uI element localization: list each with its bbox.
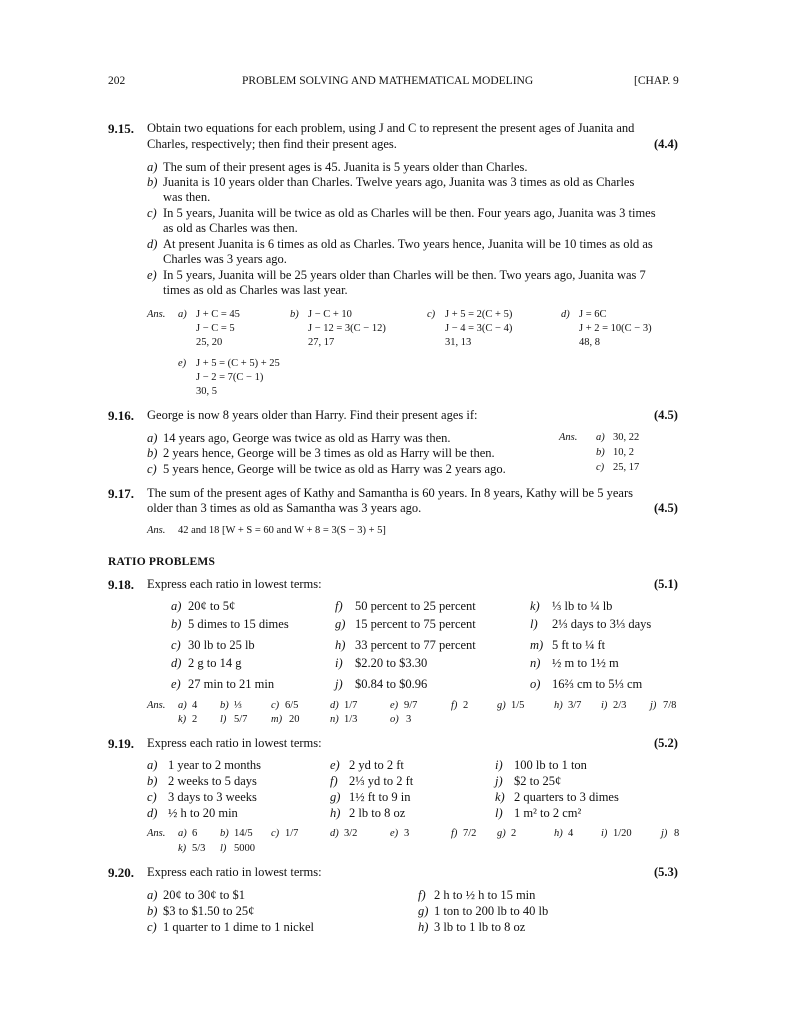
answer-item-label: g): [497, 828, 506, 839]
item-label: k): [530, 599, 540, 613]
item-text: 50 percent to 25 percent: [355, 599, 476, 613]
answer-item-label: i): [601, 828, 608, 839]
answer-item-label: b): [220, 828, 229, 839]
answer-item-label: n): [330, 714, 339, 725]
item-text: 100 lb to 1 ton: [514, 758, 587, 772]
item-text: was then.: [163, 190, 211, 204]
item-label: c): [147, 206, 157, 220]
answer-item-label: k): [178, 843, 187, 854]
item-text: Charles was 3 years ago.: [163, 252, 287, 266]
item-text: 2⅓ yd to 2 ft: [349, 774, 414, 788]
problem-number: 9.18.: [108, 577, 134, 592]
answer-item-label: d): [561, 309, 570, 320]
item-label: n): [530, 656, 541, 670]
answer-item-label: a): [178, 309, 187, 320]
item-label: f): [330, 774, 338, 788]
answer-value: 30, 5: [196, 386, 217, 397]
page-number: 202: [108, 75, 126, 87]
problem-text: The sum of the present ages of Kathy and Samantha is 60 years. In 8 years, Kathy will be 5 years: [147, 486, 633, 500]
item-text: 1 quarter to 1 dime to 1 nickel: [163, 920, 315, 934]
item-label: g): [418, 904, 429, 918]
item-label: b): [171, 617, 182, 631]
item-label: g): [330, 790, 341, 804]
item-text: ½ h to 20 min: [168, 806, 238, 820]
item-text: In 5 years, Juanita will be twice as old as Charles will be then. Four years ago, Juanita was 3 times: [163, 206, 656, 220]
item-label: a): [147, 758, 158, 772]
answer-value: 3/7: [568, 700, 582, 711]
item-text: At present Juanita is 6 times as old as Charles. Two years hence, Juanita will be 10 times as old as: [163, 237, 653, 251]
answer-equation: J + 2 = 10(C − 3): [579, 323, 652, 334]
answer-value: 27, 17: [308, 337, 335, 348]
answer-value: 6/5: [285, 700, 299, 711]
item-text: 16⅔ cm to 5⅓ cm: [552, 677, 643, 691]
answer-value: 4: [192, 700, 198, 711]
item-text: 2 yd to 2 ft: [349, 758, 404, 772]
answer-equation: J − C + 10: [308, 309, 352, 320]
item-label: b): [147, 446, 158, 460]
item-label: c): [171, 638, 181, 652]
item-text: 5 dimes to 15 dimes: [188, 617, 289, 631]
problem-text: Obtain two equations for each problem, using J and C to represent the present ages of Juanita and: [147, 121, 635, 135]
section-reference: (4.4): [654, 137, 678, 151]
item-label: h): [418, 920, 429, 934]
item-text: $2 to 25¢: [514, 774, 562, 788]
answer-item-label: l): [220, 714, 227, 725]
answer-item-label: d): [330, 828, 339, 839]
item-label: f): [335, 599, 343, 613]
item-text: 1 ton to 200 lb to 40 lb: [434, 904, 549, 918]
item-label: d): [147, 806, 158, 820]
answer-label: Ans.: [147, 525, 166, 536]
problem-number: 9.17.: [108, 486, 134, 501]
answer-value: 3/2: [344, 828, 358, 839]
answer-value: 8: [674, 828, 680, 839]
item-label: a): [171, 599, 182, 613]
item-text: 15 percent to 75 percent: [355, 617, 476, 631]
answer-value: 42 and 18 [W + S = 60 and W + 8 = 3(S − 3) + 5]: [178, 525, 386, 536]
section-reference: (5.2): [654, 736, 678, 750]
answer-label: Ans.: [147, 700, 166, 711]
answer-item-label: e): [390, 828, 399, 839]
answer-item-label: b): [596, 447, 605, 458]
item-label: d): [171, 656, 182, 670]
item-text: 3 lb to 1 lb to 8 oz: [434, 920, 526, 934]
answer-label: Ans.: [559, 432, 578, 443]
item-text: $3 to $1.50 to 25¢: [163, 904, 255, 918]
item-text: 5 years hence, George will be twice as old as Harry was 2 years ago.: [163, 462, 506, 476]
item-text: 2 quarters to 3 dimes: [514, 790, 619, 804]
problem-text: Charles, respectively; then find their present ages.: [147, 137, 397, 151]
item-text: as old as Charles was then.: [163, 221, 298, 235]
answer-value: 3: [404, 828, 410, 839]
item-text: 2 lb to 8 oz: [349, 806, 406, 820]
answer-equation: J − 2 = 7(C − 1): [196, 372, 264, 383]
item-label: d): [147, 237, 158, 251]
item-label: m): [530, 638, 544, 652]
problem-text: older than 3 times as old as Samantha was 3 years ago.: [147, 501, 422, 515]
item-text: 14 years ago, George was twice as old as Harry was then.: [163, 431, 451, 445]
answer-value: 5/7: [234, 714, 248, 725]
item-text: 1 m² to 2 cm²: [514, 806, 582, 820]
answer-equation: J + 5 = (C + 5) + 25: [196, 358, 280, 369]
answer-equation: J − 4 = 3(C − 4): [445, 323, 513, 334]
item-text: In 5 years, Juanita will be 25 years older than Charles will be then. Two years ago, Juanita was 7: [163, 268, 646, 282]
chapter-label: [CHAP. 9: [634, 75, 679, 87]
problem-number: 9.16.: [108, 408, 134, 423]
problem-number: 9.15.: [108, 121, 134, 136]
answer-item-label: a): [596, 432, 605, 443]
answer-item-label: c): [596, 462, 605, 473]
item-label: o): [530, 677, 541, 691]
answer-item-label: b): [290, 309, 299, 320]
item-label: e): [147, 268, 157, 282]
answer-equation: J + C = 45: [196, 309, 240, 320]
answer-value: ⅓: [234, 700, 242, 711]
problem-text: George is now 8 years older than Harry. Find their present ages if:: [147, 408, 478, 422]
item-text: 1½ ft to 9 in: [349, 790, 411, 804]
answer-value: 10, 2: [613, 447, 634, 458]
answer-equation: J + 5 = 2(C + 5): [445, 309, 513, 320]
item-text: 2 weeks to 5 days: [168, 774, 257, 788]
problem-text: Express each ratio in lowest terms:: [147, 736, 322, 750]
problem-text: Express each ratio in lowest terms:: [147, 865, 322, 879]
item-text: 2 g to 14 g: [188, 656, 242, 670]
item-label: i): [495, 758, 503, 772]
answer-item-label: j): [661, 828, 668, 839]
item-label: e): [330, 758, 340, 772]
item-text: 33 percent to 77 percent: [355, 638, 476, 652]
section-title: RATIO PROBLEMS: [108, 556, 216, 568]
item-text: $0.84 to $0.96: [355, 677, 428, 691]
answer-equation: J − 12 = 3(C − 12): [308, 323, 386, 334]
answer-value: 1/20: [613, 828, 632, 839]
item-label: h): [330, 806, 341, 820]
answer-value: 25, 20: [196, 337, 223, 348]
answer-item-label: m): [271, 714, 283, 725]
answer-value: 30, 22: [613, 432, 640, 443]
answer-item-label: k): [178, 714, 187, 725]
item-label: b): [147, 904, 158, 918]
answer-value: 2: [192, 714, 198, 725]
answer-label: Ans.: [147, 828, 166, 839]
answer-label: Ans.: [147, 309, 166, 320]
answer-value: 20: [289, 714, 300, 725]
item-text: 3 days to 3 weeks: [168, 790, 257, 804]
item-label: e): [171, 677, 181, 691]
section-reference: (5.3): [654, 865, 678, 879]
answer-value: 1/7: [344, 700, 358, 711]
answer-item-label: e): [390, 700, 399, 711]
answer-item-label: c): [427, 309, 436, 320]
item-text: 20¢ to 5¢: [188, 599, 236, 613]
answer-item-label: f): [451, 828, 458, 839]
answer-value: 14/5: [234, 828, 253, 839]
answer-item-label: h): [554, 700, 563, 711]
answer-value: 2: [511, 828, 517, 839]
answer-value: 48, 8: [579, 337, 600, 348]
item-text: 5 ft to ¼ ft: [552, 638, 606, 652]
answer-item-label: j): [650, 700, 657, 711]
item-label: c): [147, 462, 157, 476]
answer-value: 31, 13: [445, 337, 472, 348]
item-label: a): [147, 160, 158, 174]
problem-number: 9.19.: [108, 736, 134, 751]
answer-value: 25, 17: [613, 462, 640, 473]
item-label: j): [335, 677, 343, 691]
item-text: The sum of their present ages is 45. Juanita is 5 years older than Charles.: [163, 160, 528, 174]
answer-item-label: b): [220, 700, 229, 711]
item-text: 2 h to ½ h to 15 min: [434, 888, 536, 902]
item-label: j): [495, 774, 503, 788]
answer-equation: J = 6C: [579, 309, 607, 320]
answer-item-label: d): [330, 700, 339, 711]
problem-number: 9.20.: [108, 865, 134, 880]
answer-item-label: i): [601, 700, 608, 711]
item-label: c): [147, 920, 157, 934]
answer-item-label: g): [497, 700, 506, 711]
item-text: $2.20 to $3.30: [355, 656, 428, 670]
answer-item-label: a): [178, 828, 187, 839]
item-text: 20¢ to 30¢ to $1: [163, 888, 245, 902]
answer-value: 7/2: [463, 828, 477, 839]
answer-item-label: c): [271, 828, 280, 839]
item-text: 2⅓ days to 3⅓ days: [552, 617, 652, 631]
answer-value: 7/8: [663, 700, 677, 711]
answer-value: 1/5: [511, 700, 525, 711]
item-label: k): [495, 790, 505, 804]
item-label: f): [418, 888, 426, 902]
problem-text: Express each ratio in lowest terms:: [147, 577, 322, 591]
answer-value: 2: [463, 700, 469, 711]
answer-equation: J − C = 5: [196, 323, 235, 334]
item-text: Juanita is 10 years older than Charles. Twelve years ago, Juanita was 3 times as old as Charles: [163, 175, 635, 189]
item-label: b): [147, 774, 158, 788]
answer-item-label: f): [451, 700, 458, 711]
item-text: 1 year to 2 months: [168, 758, 262, 772]
answer-value: 5/3: [192, 843, 206, 854]
answer-value: 4: [568, 828, 574, 839]
section-reference: (4.5): [654, 408, 678, 422]
item-text: ⅓ lb to ¼ lb: [552, 599, 613, 613]
item-label: i): [335, 656, 343, 670]
item-text: 2 years hence, George will be 3 times as old as Harry will be then.: [163, 446, 495, 460]
item-label: b): [147, 175, 158, 189]
section-reference: (4.5): [654, 501, 678, 515]
item-text: 27 min to 21 min: [188, 677, 275, 691]
item-label: c): [147, 790, 157, 804]
answer-value: 9/7: [404, 700, 418, 711]
running-title: PROBLEM SOLVING AND MATHEMATICAL MODELING: [242, 75, 534, 87]
section-reference: (5.1): [654, 577, 678, 591]
item-label: l): [530, 617, 538, 631]
item-text: ½ m to 1½ m: [552, 656, 619, 670]
item-label: a): [147, 431, 158, 445]
answer-value: 3: [406, 714, 412, 725]
answer-item-label: e): [178, 358, 187, 369]
item-text: times as old as Charles was last year.: [163, 283, 348, 297]
item-label: g): [335, 617, 346, 631]
answer-value: 6: [192, 828, 198, 839]
answer-value: 2/3: [613, 700, 627, 711]
item-label: h): [335, 638, 346, 652]
answer-item-label: h): [554, 828, 563, 839]
answer-item-label: l): [220, 843, 227, 854]
item-label: a): [147, 888, 158, 902]
item-label: l): [495, 806, 503, 820]
answer-item-label: a): [178, 700, 187, 711]
item-text: 30 lb to 25 lb: [188, 638, 255, 652]
answer-value: 5000: [234, 843, 255, 854]
answer-value: 1/3: [344, 714, 358, 725]
answer-item-label: c): [271, 700, 280, 711]
answer-item-label: o): [390, 714, 399, 725]
answer-value: 1/7: [285, 828, 299, 839]
